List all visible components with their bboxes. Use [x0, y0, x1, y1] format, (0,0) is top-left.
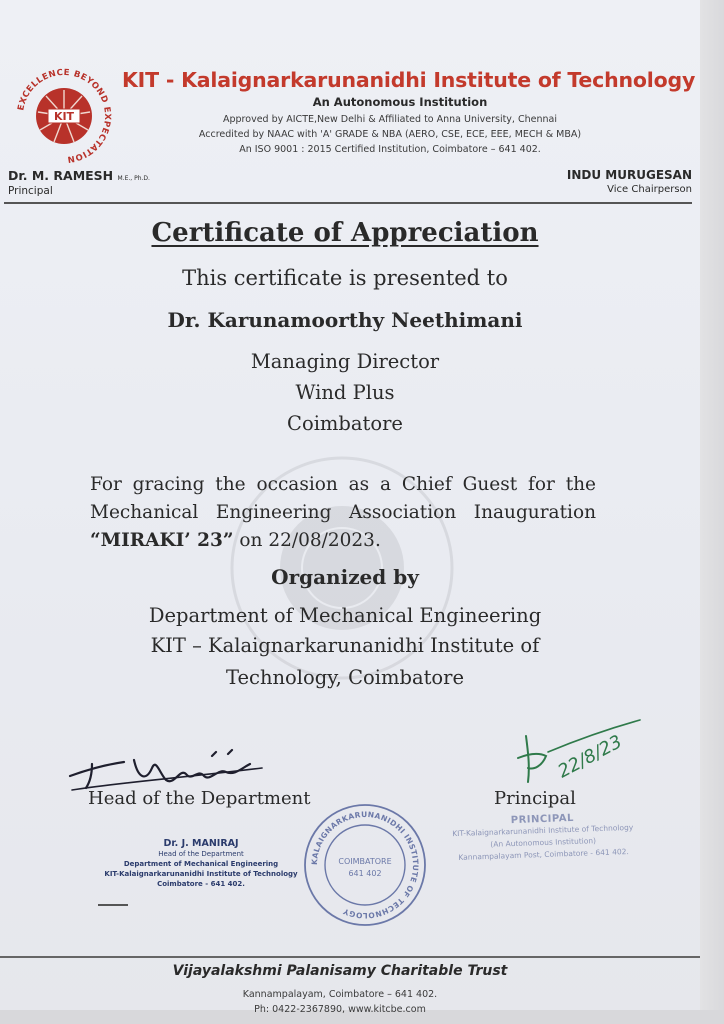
citation-line-1: For gracing the occasion as a Chief Guest for the [90, 474, 596, 495]
page-edge-right [700, 0, 724, 1024]
organized-by-title: Organized by [271, 565, 419, 589]
organizer-line-2: KIT – Kalaignarkarunanidhi Institute of [150, 634, 540, 657]
header-principal-degree: M.E., Ph.D. [117, 175, 150, 182]
iso-line: An ISO 9001 : 2015 Certified Institution, Coimbatore – 641 402. [239, 144, 541, 155]
citation-line-3 [90, 527, 596, 555]
hod-stamp [96, 838, 306, 889]
principal-signature-icon [512, 712, 647, 800]
svg-text:KALAIGNARKARUNANIDHI INSTITUTE: KALAIGNARKARUNANIDHI INSTITUTE OF TECHNOLOGY [309, 809, 421, 921]
accreditation-line: Accredited by NAAC with 'A' GRADE & NBA (AERO, CSE, ECE, EEE, MECH & MBA) [198, 129, 582, 140]
header-principal-block [8, 168, 150, 197]
signature-underline [98, 904, 128, 906]
footer-contact: Ph: 0422-2367890, www.kitcbe.com [254, 1004, 426, 1015]
footer-address: Kannampalayam, Coimbatore – 641 402. [242, 989, 438, 1000]
header-principal-role: Principal [8, 185, 53, 197]
principal-stamp-line-1: KIT-Kalaignarkarunanidhi Institute of Technology [452, 822, 634, 839]
svg-text:EXCELLENCE BEYOND EXPECTATION: EXCELLENCE BEYOND EXPECTATION [16, 67, 113, 165]
hod-stamp-name: Dr. J. MANIRAJ [163, 838, 239, 849]
header-vice-chair-role: Vice Chairperson [607, 184, 692, 195]
header-vice-chair-name: INDU MURUGESAN [566, 168, 692, 182]
organizer-line-3: Technology, Coimbatore [225, 666, 465, 689]
hod-stamp-line-1: Head of the Department [158, 850, 244, 858]
recipient-name: Dr. Karunamoorthy Neethimani [167, 308, 523, 332]
recipient-city: Coimbatore [287, 412, 403, 435]
hod-stamp-line-4: Coimbatore - 641 402. [157, 880, 245, 888]
principal-stamp-line-2: (An Autonomous Institution) [490, 836, 597, 849]
svg-text:641 402: 641 402 [348, 869, 382, 878]
principal-stamp-line-3: Kannampalayam Post, Coimbatore - 641 402. [458, 847, 629, 862]
footer-divider [0, 956, 700, 958]
presented-to-text: This certificate is presented to [182, 266, 508, 290]
approval-line: Approved by AICTE,New Delhi & Affiliated to Anna University, Chennai [223, 114, 557, 125]
citation-line-2: Mechanical Engineering Association Inauguration [90, 502, 596, 523]
institution-seal-icon [300, 800, 430, 930]
svg-text:KIT: KIT [53, 110, 75, 123]
event-name: “MIRAKI’ 23” [90, 530, 234, 551]
recipient-designation: Managing Director [250, 350, 440, 373]
hod-stamp-line-3: KIT-Kalaignarkarunanidhi Institute of Technology [104, 870, 298, 878]
principal-stamp-title: PRINCIPAL [510, 812, 575, 827]
svg-text:22/8/23: 22/8/23 [554, 731, 626, 783]
header-principal-name: Dr. M. RAMESH [8, 168, 114, 183]
certificate-title: Certificate of Appreciation [151, 218, 539, 248]
hod-stamp-line-2: Department of Mechanical Engineering [123, 860, 279, 868]
header-vice-chair-block [567, 168, 692, 195]
institution-subtitle: An Autonomous Institution [312, 95, 488, 109]
footer-trust-name: Vijayalakshmi Palanisamy Charitable Trust [172, 963, 508, 979]
institution-name: KIT - Kalaignarkarunanidhi Institute of Technology [122, 68, 696, 92]
recipient-company: Wind Plus [295, 381, 395, 404]
principal-label: Principal [494, 788, 576, 809]
event-date: on 22/08/2023. [233, 530, 381, 551]
principal-stamp [427, 810, 659, 865]
organizer-line-1: Department of Mechanical Engineering [148, 604, 542, 627]
svg-text:COIMBATORE: COIMBATORE [338, 857, 392, 866]
header-divider [4, 202, 692, 204]
hod-label: Head of the Department [88, 788, 311, 809]
kit-logo-icon [10, 62, 118, 170]
